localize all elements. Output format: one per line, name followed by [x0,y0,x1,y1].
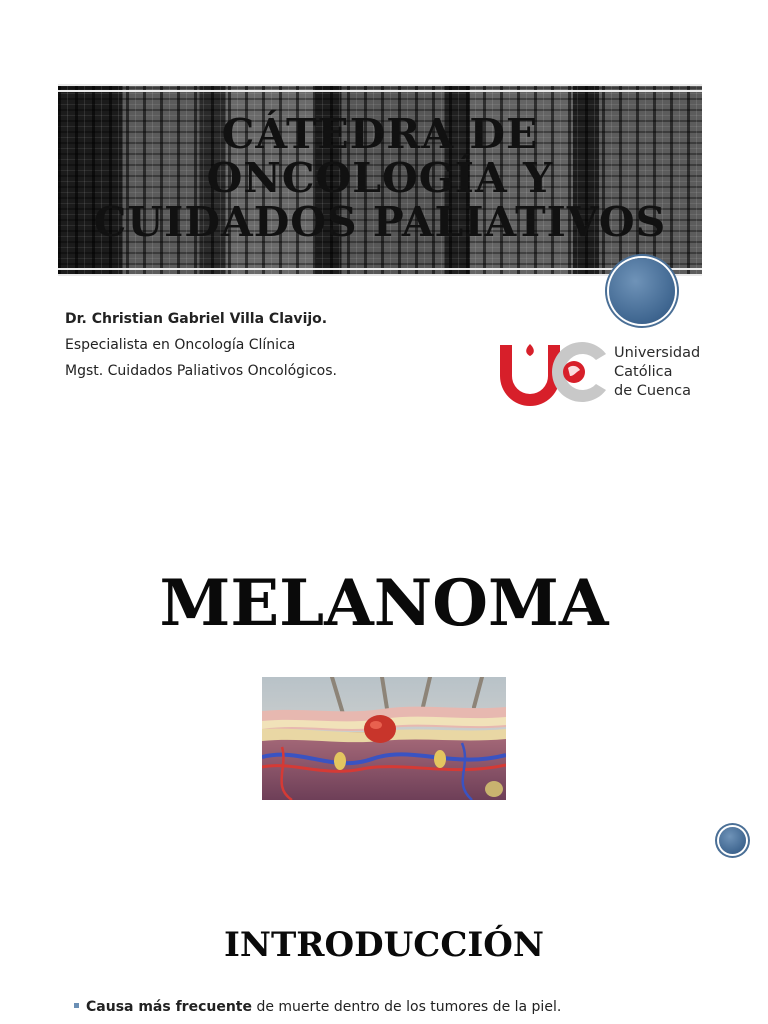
uc-logo-mark-icon [498,340,610,406]
banner-top-rule [58,84,702,86]
square-bullet-icon [74,1003,79,1008]
author-name: Dr. Christian Gabriel Villa Clavijo. [65,311,328,327]
skin-cross-section-illustration [262,677,506,800]
introduction-title: INTRODUCCIÓN [223,925,544,965]
course-title [58,112,702,244]
course-title-line-2: ONCOLOGÍA Y [206,154,554,202]
banner-top-rule-inner [58,90,702,92]
decorative-circle-badge [609,258,675,324]
logo-text-line-3: de Cuenca [614,383,692,399]
bullet-rest-text: de muerte dentro de los tumores de la piel. [252,999,562,1015]
author-degree: Mgst. Cuidados Paliativos Oncológicos. [65,363,337,379]
decorative-circle-badge-small [719,827,746,854]
banner-bottom-rule [58,274,702,276]
author-info [65,306,337,384]
university-logo-text [614,344,700,401]
course-title-line-1: CÁTEDRA DE [221,110,539,158]
course-title-line-3: CUIDADOS PALIATIVOS [93,198,667,246]
author-specialty: Especialista en Oncología Clínica [65,337,296,353]
melanoma-title: MELANOMA [159,566,609,641]
logo-text-line-2: Católica [614,364,673,380]
banner-bottom-rule-inner [58,268,702,270]
bullet-strong-text: Causa más frecuente [86,999,252,1015]
university-logo [498,340,713,406]
logo-text-line-1: Universidad [614,345,701,361]
bullet-list-item [74,999,561,1015]
